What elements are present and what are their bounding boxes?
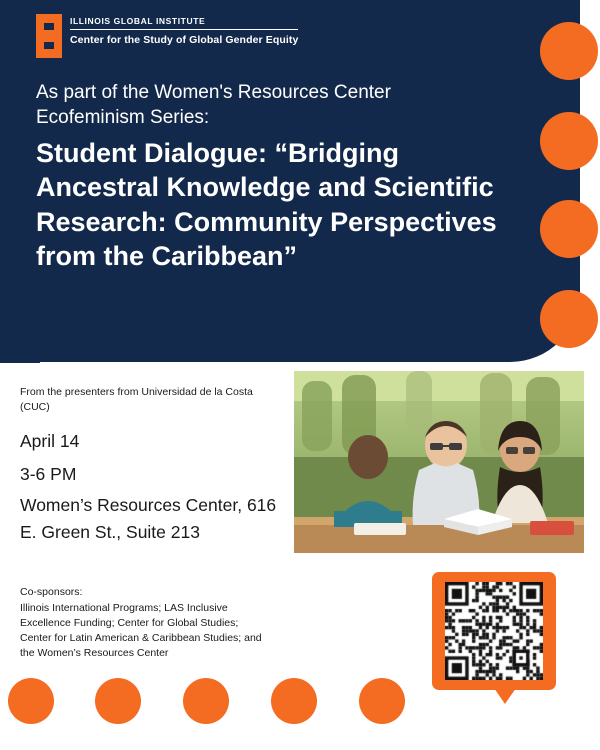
logo-center-name: Center for the Study of Global Gender Equity <box>70 34 299 46</box>
event-headline: Student Dialogue: “Bridging Ancestral Knowledge and Scientific Research: Community Perspectives from the Caribbean” <box>36 138 497 271</box>
event-date-time <box>20 425 280 492</box>
qr-code-canvas <box>445 582 543 680</box>
decorative-dot <box>95 678 141 724</box>
series-intro-text: As part of the Women's Resources Center Ecofeminism Series: <box>36 82 391 129</box>
logo-text <box>70 14 298 46</box>
logo-institute-name: ILLINOIS GLOBAL INSTITUTE <box>70 16 298 30</box>
illinois-block-i-icon <box>36 14 62 58</box>
decorative-dot <box>540 112 598 170</box>
cosponsors-title: Co-sponsors: <box>20 586 83 598</box>
qr-bubble-tail <box>494 688 516 704</box>
cosponsors-list: Illinois International Programs; LAS Inclusive Excellence Funding; Center for Global Studies; Center for Latin American & Caribbean Studies; and the Women’s Resources Center <box>20 602 262 659</box>
decorative-dot <box>540 200 598 258</box>
presenters-text: From the presenters from Universidad de la Costa (CUC) <box>20 386 253 414</box>
decorative-dot <box>359 678 405 724</box>
qr-code[interactable] <box>445 582 543 680</box>
logo-lockup <box>36 14 298 58</box>
event-date: April 14 <box>20 431 80 451</box>
decorative-dot <box>183 678 229 724</box>
event-photo <box>294 371 584 553</box>
decorative-dot <box>271 678 317 724</box>
photo-illustration <box>294 371 584 553</box>
decorative-dot <box>540 290 598 348</box>
decorative-dot <box>540 22 598 80</box>
decorative-dot <box>8 678 54 724</box>
event-time: 3-6 PM <box>20 464 77 485</box>
event-location: Women’s Resources Center, 616 E. Green St., Suite 213 <box>20 495 277 543</box>
